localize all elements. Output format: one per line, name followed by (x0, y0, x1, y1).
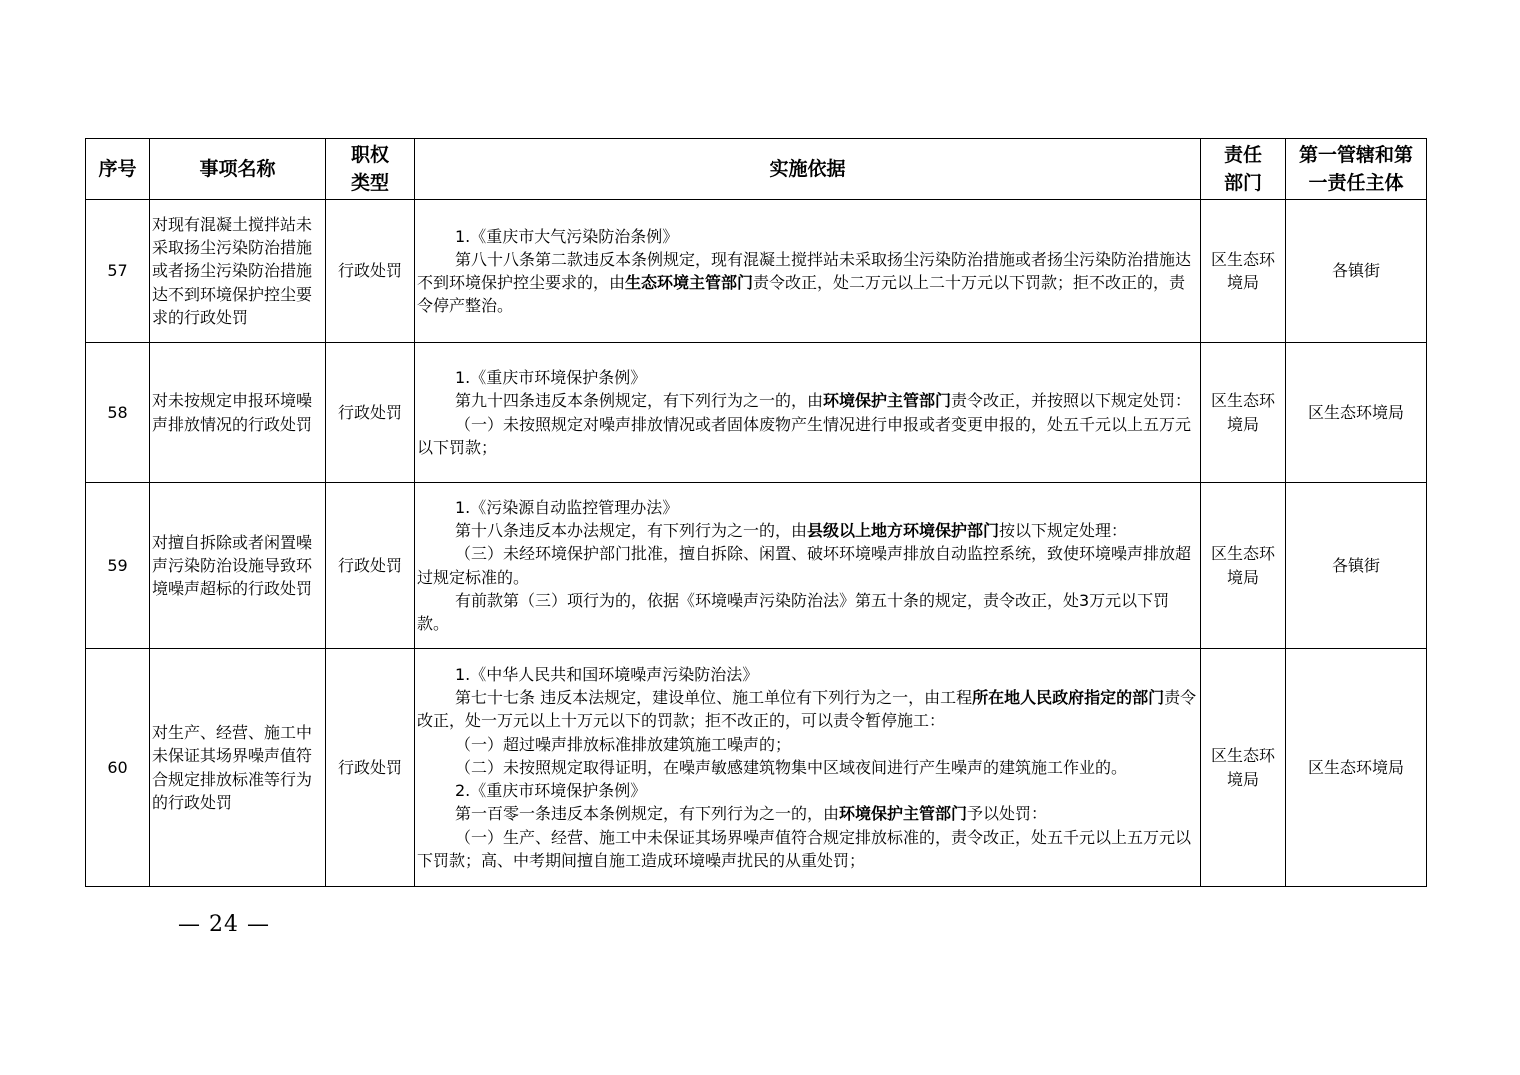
first-responsible-subject: 各镇街 (1286, 483, 1427, 649)
responsible-dept: 区生态环境局 (1201, 200, 1286, 343)
table-header-row (86, 139, 1427, 200)
basis-emphasis: 县级以上地方环境保护部门 (807, 521, 1000, 541)
responsible-dept: 区生态环境局 (1201, 483, 1286, 649)
page-number: — 24 — (178, 912, 270, 937)
header-basis: 实施依据 (415, 139, 1201, 200)
basis-paragraph (417, 663, 1198, 686)
basis-paragraph (417, 826, 1198, 872)
item-name: 对现有混凝土搅拌站未采取扬尘污染防治措施或者扬尘污染防治措施达不到环境保护控尘要求的行政处罚 (150, 200, 326, 343)
basis-paragraph (417, 496, 1198, 519)
basis-text: 1.《中华人民共和国环境噪声污染防治法》 (455, 665, 759, 685)
implementation-basis (415, 649, 1201, 887)
row-number: 57 (86, 200, 150, 343)
authority-type: 行政处罚 (326, 483, 415, 649)
authority-type: 行政处罚 (326, 343, 415, 483)
responsible-dept: 区生态环境局 (1201, 649, 1286, 887)
item-name: 对擅自拆除或者闲置噪声污染防治设施导致环境噪声超标的行政处罚 (150, 483, 326, 649)
basis-text: （一）超过噪声排放标准排放建筑施工噪声的； (455, 734, 792, 754)
basis-paragraph (417, 779, 1198, 802)
header-subject: 第一管辖和第一责任主体 (1286, 139, 1427, 200)
basis-text: 责令改正，处一万元以上十万元以下的罚款；拒不改正的，可以责令暂停施工： (417, 688, 1197, 731)
basis-text: （二）未按照规定取得证明，在噪声敏感建筑物集中区域夜间进行产生噪声的建筑施工作业的。 (455, 757, 1128, 777)
table-row (86, 343, 1427, 483)
basis-text: 1.《污染源自动监控管理办法》 (455, 497, 679, 517)
header-item: 事项名称 (150, 139, 326, 200)
first-responsible-subject: 各镇街 (1286, 200, 1427, 343)
basis-emphasis: 环境保护主管部门 (839, 804, 968, 824)
basis-emphasis: 所在地人民政府指定的部门 (972, 688, 1165, 708)
basis-paragraph (417, 756, 1198, 779)
basis-paragraph (417, 542, 1198, 588)
table-row (86, 649, 1427, 887)
basis-text: 责令改正，并按照以下规定处罚： (951, 391, 1192, 411)
basis-paragraph (417, 389, 1198, 412)
item-name: 对生产、经营、施工中未保证其场界噪声值符合规定排放标准等行为的行政处罚 (150, 649, 326, 887)
header-no: 序号 (86, 139, 150, 200)
basis-text: 按以下规定处理： (999, 521, 1128, 541)
header-dept: 责任部门 (1201, 139, 1286, 200)
basis-paragraph (417, 248, 1198, 318)
row-number: 59 (86, 483, 150, 649)
item-name: 对未按规定申报环境噪声排放情况的行政处罚 (150, 343, 326, 483)
header-type: 职权类型 (326, 139, 415, 200)
basis-text: （一）生产、经营、施工中未保证其场界噪声值符合规定排放标准的，责令改正，处五千元以上五万元以下罚款；高、中考期间擅自施工造成环境噪声扰民的从重处罚； (417, 827, 1192, 870)
table-row (86, 200, 1427, 343)
basis-emphasis: 生态环境主管部门 (625, 273, 754, 292)
authority-type: 行政处罚 (326, 649, 415, 887)
basis-paragraph (417, 802, 1198, 825)
basis-text: 第十八条违反本办法规定，有下列行为之一的，由 (455, 521, 808, 541)
basis-text: 第八十八条第二款违反本条例规定，现有混凝土搅拌站未采取扬尘污染防治措施或者扬尘污染防治措施达不到环境保护控尘要求的，由 (417, 249, 1192, 292)
basis-text: 2.《重庆市环境保护条例》 (455, 781, 647, 801)
basis-text: 第七十七条 违反本法规定，建设单位、施工单位有下列行为之一，由工程 (455, 688, 973, 708)
basis-paragraph (417, 225, 1198, 248)
basis-paragraph (417, 413, 1198, 459)
table-row (86, 483, 1427, 649)
responsible-dept: 区生态环境局 (1201, 343, 1286, 483)
implementation-basis (415, 483, 1201, 649)
basis-paragraph (417, 366, 1198, 389)
row-number: 60 (86, 649, 150, 887)
basis-emphasis: 环境保护主管部门 (823, 391, 952, 411)
row-number: 58 (86, 343, 150, 483)
basis-paragraph (417, 589, 1198, 635)
enforcement-table (85, 138, 1427, 887)
basis-paragraph (417, 686, 1198, 732)
basis-text: 1.《重庆市大气污染防治条例》 (455, 226, 679, 246)
basis-paragraph (417, 733, 1198, 756)
basis-text: （三）未经环境保护部门批准，擅自拆除、闲置、破坏环境噪声排放自动监控系统，致使环境噪声排放超过规定标准的。 (417, 544, 1192, 587)
basis-text: 第一百零一条违反本条例规定，有下列行为之一的，由 (455, 804, 840, 824)
basis-text: （一）未按照规定对噪声排放情况或者固体废物产生情况进行申报或者变更申报的，处五千元以上五万元以下罚款； (417, 414, 1192, 457)
basis-text: 第九十四条违反本条例规定，有下列行为之一的，由 (455, 391, 824, 411)
implementation-basis (415, 200, 1201, 343)
basis-text: 1.《重庆市环境保护条例》 (455, 368, 647, 388)
basis-text: 有前款第（三）项行为的，依据《环境噪声污染防治法》第五十条的规定，责令改正，处3万元以下罚款。 (417, 590, 1170, 633)
first-responsible-subject: 区生态环境局 (1286, 343, 1427, 483)
basis-text: 责令改正，处二万元以上二十万元以下罚款；拒不改正的，责令停产整治。 (417, 273, 1186, 316)
first-responsible-subject: 区生态环境局 (1286, 649, 1427, 887)
basis-paragraph (417, 519, 1198, 542)
authority-type: 行政处罚 (326, 200, 415, 343)
basis-text: 予以处罚： (967, 804, 1048, 824)
implementation-basis (415, 343, 1201, 483)
